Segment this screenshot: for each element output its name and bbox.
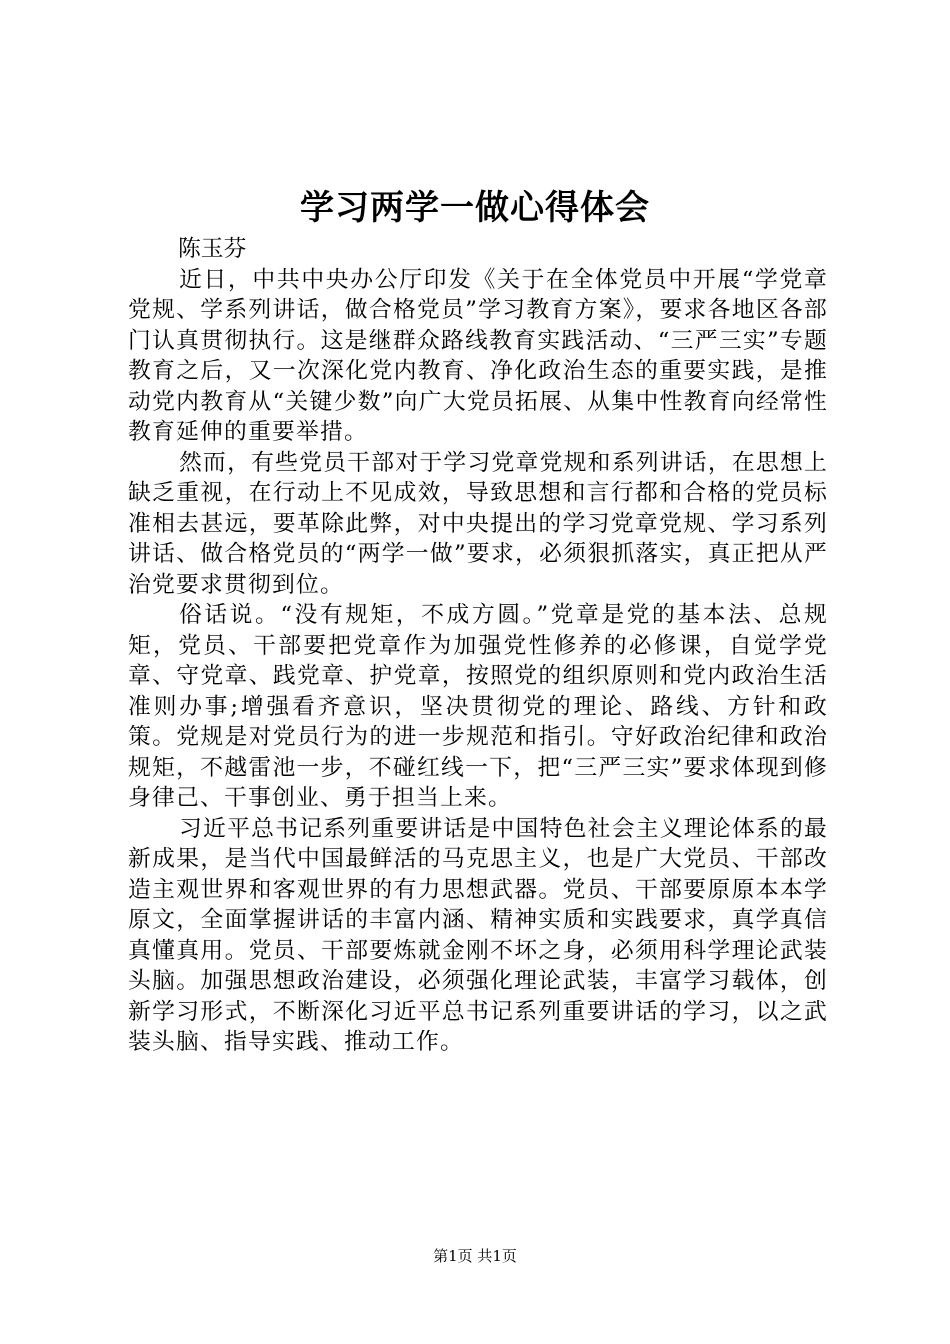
paragraph-4: 习近平总书记系列重要讲话是中国特色社会主义理论体系的最新成果，是当代中国最鲜活的马克思主义，也是广大党员、干部改造主观世界和客观世界的有力思想武器。党员、干部要原原本本学原文，全面掌握讲话的丰富内涵、精神实质和实践要求，真学真信真懂真用。党员、干部要炼就金刚不坏之身，必须用科学理论武装头脑。加强思想政治建设，必须强化理论武装，丰富学习载体，创新学习形式，不断深化习近平总书记系列重要讲话的学习，以之武装头脑、指导实践、推动工作。 [128, 815, 828, 1055]
page-footer: 第1页 共1页 [433, 1247, 517, 1265]
paragraph-1: 近日，中共中央办公厅印发《关于在全体党员中开展“学党章党规、学系列讲话，做合格党员”学习教育方案》，要求各地区各部门认真贯彻执行。这是继群众路线教育实践活动、“三严三实”专题教育之后，又一次深化党内教育、净化政治生态的重要实践，是推动党内教育从“关键少数”向广大党员拓展、从集中性教育向经常性教育延伸的重要举措。 [128, 266, 828, 445]
paragraph-2: 然而，有些党员干部对于学习党章党规和系列讲话，在思想上缺乏重视，在行动上不见成效，导致思想和言行都和合格的党员标准相去甚远，要革除此弊，对中央提出的学习党章党规、学习系列讲话、做合格党员的“两学一做”要求，必须狠抓落实，真正把从严治党要求贯彻到位。 [128, 449, 828, 598]
author-name: 陈玉芬 [178, 236, 247, 262]
document-body [128, 234, 828, 1058]
document-title: 学习两学一做心得体会 [300, 188, 650, 228]
paragraph-3: 俗话说。“没有规矩，不成方圆。”党章是党的基本法、总规矩，党员、干部要把党章作为加强党性修养的必修课，自觉学党章、守党章、践党章、护党章，按照党的组织原则和党内政治生活准则办事;增强看齐意识，坚决贯彻党的理论、路线、方针和政策。党规是对党员行为的进一步规范和指引。守好政治纪律和政治规矩，不越雷池一步，不碰红线一下，把“三严三实”要求体现到修身律己、干事创业、勇于担当上来。 [128, 602, 828, 811]
